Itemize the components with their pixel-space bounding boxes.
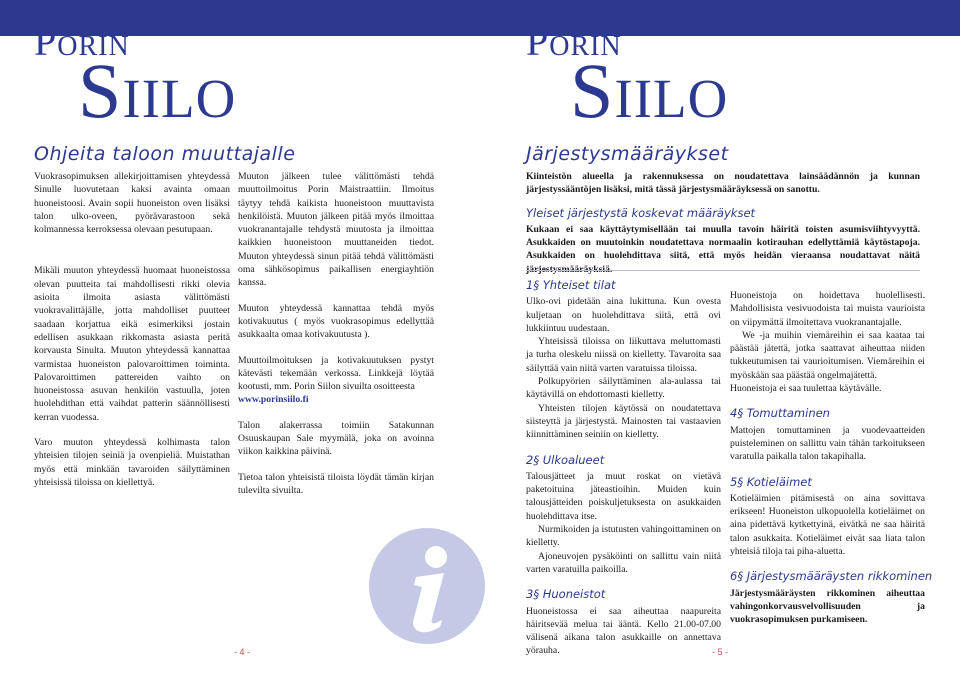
paragraph: Muuton jälkeen tulee välittömästi tehdä muuttoilmoitus Porin Maistraattiin. Ilmoitus täytyy tehdä kaikista huoneistoon muuttavista henkilöistä. Muuton jälkeen pitää myös ilmoittaa vuokranantajalle tehdystä muutosta ja ilmoittaa kaikkien huoneistoon muuttaneiden tiedot. Muuton yhteydessä sinun pitää tehdä välittömästi oma sähkösopimus paikallisen energiayhtiön kanssa. (238, 171, 434, 289)
logo-line2: Siilo (78, 47, 237, 134)
paragraph: Talousjätteet ja muut roskat on vietävä paketoituina jäteastioihin. Muiden kuin talousjätteiden poiskuljetuksesta on asukkaiden huolehdittava itse. (526, 470, 721, 522)
section-title: 3§ Huoneistot (526, 587, 606, 602)
left-column-1 (34, 170, 230, 501)
section-title: 1§ Yhteiset tilat (526, 278, 616, 292)
logo (34, 19, 237, 134)
right-page (480, 0, 960, 679)
paragraph: Yhteisissä tiloissa on liikuttava meluttomasti ja turha oleskelu niissä on kielletty. Tavaroita saa säilyttää vain niitä varten varatuissa tiloissa. (526, 336, 721, 374)
paragraph: Tietoa talon yhteisistä tiloista löydät tämän kirjan tulevilta sivuilta. (238, 471, 434, 496)
left-column-2 (238, 170, 434, 509)
paragraph: Huoneistoja on hoidettava huolellisesti. Mahdollisista vesivuodoista tai muista vaurioista on viipymättä ilmoitettava vuokranantajalle. (730, 290, 925, 328)
section-title: Yleiset järjestystä koskevat määräykset (526, 205, 756, 220)
paragraph: Mattojen tomuttaminen ja vuodevaatteiden puisteleminen on sallittu vain tähän tarkoitukseen varatulla paikalla talon takapihalla. (730, 424, 925, 463)
paragraph: Talon alakerrassa toimiin Satakunnan Osuuskaupan Sale myymälä, joka on avoinna viikon kaikkina päivinä. (238, 419, 434, 458)
logo-line1: Porin (526, 19, 622, 64)
paragraph: Muuttoilmoituksen ja kotivakuutuksen pystyt kätevästi tekemään verkossa. Linkkejä löytää kootusti, mm. Porin Siilon sivuilta osoitteesta (238, 354, 434, 393)
general-rules-text: Kukaan ei saa käyttäytymisellään tai muulla tavoin häiritä toisten asumisviihtyvyyttä. Asukkaiden on muutoinkin noudatettava normaalin kotirauhan edellyttämiä käytöstapoja. Asukkaiden on huolehdittava siitä, että myös heidän vieraansa noudattavat näitä (526, 223, 920, 262)
logo-line1: Porin (34, 19, 130, 64)
info-icon (368, 527, 486, 645)
paragraph: Ulko-ovi pidetään aina lukittuna. Kun ovesta kuljetaan on huolehdittava siitä, että ovi lukkiintuu uudestaan. (526, 296, 721, 334)
intro-text: Kiinteistön alueella ja rakennuksessa on noudatettava lainsäädännön ja kunnan järjestyssääntöjen lisäksi, mitä tässä järjestysmääräyksessä on sanottu. (526, 171, 920, 196)
paragraph: Kotieläimien pitämisestä on aina sovittava erikseen! Huoneiston ulkopuolella kotieläimet on aina pidettävä kytkettyinä, eivätkä ne saa häiritä talon asukkaita. Kotieläimet eivät saa liata talon yhteisiä tiloja tai piha-aluetta. (730, 492, 925, 558)
section-title: 6§ Järjestysmääräysten rikkominen (730, 569, 933, 584)
section-title: 5§ Kotieläimet (730, 474, 812, 489)
right-column-2 (730, 289, 933, 639)
paragraph: Varo muuton yhteydessä kolhimasta talon yhteisien tilojen seiniä ja ovenpieliä. Muistathan myös että minkään tavaroiden säilyttäminen yhteisissä tiloissa on kiellettyä. (34, 437, 230, 488)
page-title: Ohjeita taloon muuttajalle (34, 143, 296, 165)
website-link[interactable]: www.porinsiilo.fi (238, 394, 309, 406)
divider (526, 270, 920, 271)
section-title: 2§ Ulkoalueet (526, 452, 605, 467)
page-title: Järjestysmääräykset (526, 143, 729, 165)
page-number: - 4 - (234, 647, 251, 657)
logo (526, 19, 729, 134)
paragraph: Nurmikoiden ja istutusten vahingoittaminen on kielletty. (526, 524, 721, 549)
paragraph: Yhteisten tilojen käytössä on noudatettava siisteyttä ja järjestystä. Mainosten tai vastaavien kiinnittäminen seiniin on kielletty. (526, 402, 721, 441)
paragraph: We -ja muihin viemäreihin ei saa kaataa tai päästää jätettä, jotka saattavat aiheuttaa niiden tukkeutumisen tai vaurioitumisen. Viemäreihin ei myöskään saa päästää ongelmajätettä. (730, 329, 925, 381)
paragraph: Huoneistoja ei saa tuulettaa käytävälle. (730, 383, 882, 395)
paragraph: Mikäli muuton yhteydessä huomaat huoneistossa olevan puutteita tai mahdollisesti rikki olevia asioita ilmoita asiasta välittömästi vuokravalittäjälle, jotta mahdolliset puutteet saadaan korjattua eikä esimerkiksi jostain edellisen asukkaan rikkomasta asiasta peritä korvausta Sinulta. Muuton yhteydessä kannattaa varmistaa huoneiston palovaroittimen toiminta. Palovaroittimen pattereiden vaihto on huoneistossa asuvan henkilön vastuulla, joten huolehdithan että vaihdat patterin säännöllisesti kerran vuodessa. (34, 265, 230, 423)
section-title: 4§ Tomuttaminen (730, 406, 830, 421)
paragraph: Muuton yhteydessä kannattaa tehdä myös kotivakuutus ( myös vuokrasopimus edellyttää asukkaalta omaa kotivakuutusta ). (238, 302, 434, 341)
paragraph: Polkupyörien säilyttäminen ala-aulassa tai käytävillä on ehdottomasti kielletty. (526, 376, 721, 401)
right-column-1 (526, 279, 721, 670)
paragraph: Huoneistossa ei saa aiheuttaa naapureita häiritsevää melua tai ääntä. Kello 21.00-07.00 välisenä aikana talon asukkaille on annettava yörauha. (526, 605, 721, 657)
paragraph: Vuokrasopimuksen allekirjoittamisen yhteydessä Sinulle luovutetaan kaksi avainta omaan huoneistoosi. Avain sopii huoneiston oven lisäksi talon ulko-oveen, pyörävarastoon sekä kolmannessa kerroksessa olevaan pesutupaan. (34, 171, 230, 236)
paragraph: Ajoneuvojen pysäköinti on sallittu vain niitä varten varatuilla paikoilla. (526, 550, 721, 575)
page-number: - 5 - (712, 647, 729, 657)
paragraph: Järjestysmääräysten rikkominen aiheuttaa vahingonkorvausvelvollisuuden ja vuokrasopimuksen purkamiseen. (730, 587, 925, 626)
logo-line2: Siilo (570, 47, 729, 134)
